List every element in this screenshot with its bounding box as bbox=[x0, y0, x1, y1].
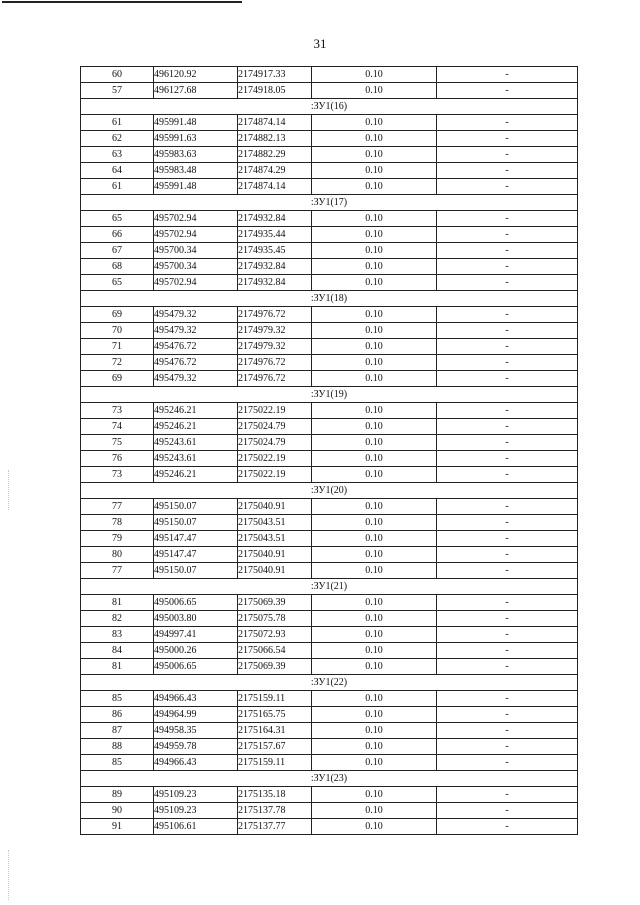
table-row bbox=[81, 307, 578, 323]
point-number-cell: 61 bbox=[81, 115, 154, 131]
y-coordinate-cell: 2175040.91 bbox=[238, 547, 312, 563]
note-cell: - bbox=[437, 243, 578, 259]
note-cell: - bbox=[437, 643, 578, 659]
accuracy-cell: 0.10 bbox=[312, 259, 437, 275]
accuracy-cell: 0.10 bbox=[312, 755, 437, 771]
accuracy-cell: 0.10 bbox=[312, 515, 437, 531]
point-number-cell: 82 bbox=[81, 611, 154, 627]
y-coordinate-cell: 2174932.84 bbox=[238, 211, 312, 227]
table-row bbox=[81, 739, 578, 755]
table-row bbox=[81, 819, 578, 835]
accuracy-cell: 0.10 bbox=[312, 739, 437, 755]
x-coordinate-cell: 495003.80 bbox=[154, 611, 238, 627]
x-coordinate-cell: 494966.43 bbox=[154, 755, 238, 771]
section-header-row bbox=[81, 195, 578, 211]
accuracy-cell: 0.10 bbox=[312, 419, 437, 435]
coordinates-table bbox=[80, 66, 578, 835]
y-coordinate-cell: 2175159.11 bbox=[238, 755, 312, 771]
table-row bbox=[81, 147, 578, 163]
x-coordinate-cell: 495243.61 bbox=[154, 435, 238, 451]
y-coordinate-cell: 2175043.51 bbox=[238, 531, 312, 547]
accuracy-cell: 0.10 bbox=[312, 83, 437, 99]
note-cell: - bbox=[437, 147, 578, 163]
section-label: :ЗУ1(17) bbox=[81, 195, 578, 211]
y-coordinate-cell: 2175069.39 bbox=[238, 595, 312, 611]
table-row bbox=[81, 563, 578, 579]
accuracy-cell: 0.10 bbox=[312, 163, 437, 179]
accuracy-cell: 0.10 bbox=[312, 147, 437, 163]
x-coordinate-cell: 495106.61 bbox=[154, 819, 238, 835]
table-row bbox=[81, 179, 578, 195]
point-number-cell: 72 bbox=[81, 355, 154, 371]
accuracy-cell: 0.10 bbox=[312, 595, 437, 611]
y-coordinate-cell: 2174976.72 bbox=[238, 355, 312, 371]
accuracy-cell: 0.10 bbox=[312, 531, 437, 547]
table-row bbox=[81, 67, 578, 83]
accuracy-cell: 0.10 bbox=[312, 787, 437, 803]
table-row bbox=[81, 547, 578, 563]
x-coordinate-cell: 495000.26 bbox=[154, 643, 238, 659]
x-coordinate-cell: 494959.78 bbox=[154, 739, 238, 755]
point-number-cell: 81 bbox=[81, 659, 154, 675]
section-header-row bbox=[81, 387, 578, 403]
y-coordinate-cell: 2174979.32 bbox=[238, 323, 312, 339]
accuracy-cell: 0.10 bbox=[312, 723, 437, 739]
table-row bbox=[81, 403, 578, 419]
y-coordinate-cell: 2174979.32 bbox=[238, 339, 312, 355]
point-number-cell: 61 bbox=[81, 179, 154, 195]
table-row bbox=[81, 163, 578, 179]
x-coordinate-cell: 495479.32 bbox=[154, 307, 238, 323]
accuracy-cell: 0.10 bbox=[312, 499, 437, 515]
x-coordinate-cell: 495479.32 bbox=[154, 371, 238, 387]
table-row bbox=[81, 627, 578, 643]
accuracy-cell: 0.10 bbox=[312, 115, 437, 131]
y-coordinate-cell: 2175164.31 bbox=[238, 723, 312, 739]
accuracy-cell: 0.10 bbox=[312, 131, 437, 147]
note-cell: - bbox=[437, 355, 578, 371]
y-coordinate-cell: 2174976.72 bbox=[238, 371, 312, 387]
accuracy-cell: 0.10 bbox=[312, 467, 437, 483]
accuracy-cell: 0.10 bbox=[312, 67, 437, 83]
x-coordinate-cell: 495702.94 bbox=[154, 211, 238, 227]
point-number-cell: 70 bbox=[81, 323, 154, 339]
point-number-cell: 85 bbox=[81, 755, 154, 771]
table-row bbox=[81, 723, 578, 739]
accuracy-cell: 0.10 bbox=[312, 707, 437, 723]
y-coordinate-cell: 2174932.84 bbox=[238, 259, 312, 275]
accuracy-cell: 0.10 bbox=[312, 627, 437, 643]
y-coordinate-cell: 2175024.79 bbox=[238, 419, 312, 435]
table-row bbox=[81, 339, 578, 355]
accuracy-cell: 0.10 bbox=[312, 275, 437, 291]
point-number-cell: 86 bbox=[81, 707, 154, 723]
point-number-cell: 63 bbox=[81, 147, 154, 163]
table-row bbox=[81, 435, 578, 451]
y-coordinate-cell: 2174976.72 bbox=[238, 307, 312, 323]
accuracy-cell: 0.10 bbox=[312, 355, 437, 371]
x-coordinate-cell: 495991.48 bbox=[154, 115, 238, 131]
point-number-cell: 69 bbox=[81, 307, 154, 323]
note-cell: - bbox=[437, 627, 578, 643]
x-coordinate-cell: 494964.99 bbox=[154, 707, 238, 723]
y-coordinate-cell: 2175135.18 bbox=[238, 787, 312, 803]
point-number-cell: 73 bbox=[81, 403, 154, 419]
x-coordinate-cell: 495150.07 bbox=[154, 515, 238, 531]
point-number-cell: 62 bbox=[81, 131, 154, 147]
y-coordinate-cell: 2175040.91 bbox=[238, 499, 312, 515]
x-coordinate-cell: 495150.07 bbox=[154, 499, 238, 515]
section-label: :ЗУ1(18) bbox=[81, 291, 578, 307]
table-row bbox=[81, 259, 578, 275]
point-number-cell: 67 bbox=[81, 243, 154, 259]
point-number-cell: 84 bbox=[81, 643, 154, 659]
point-number-cell: 65 bbox=[81, 211, 154, 227]
x-coordinate-cell: 495700.34 bbox=[154, 259, 238, 275]
note-cell: - bbox=[437, 595, 578, 611]
x-coordinate-cell: 495243.61 bbox=[154, 451, 238, 467]
point-number-cell: 79 bbox=[81, 531, 154, 547]
table-row bbox=[81, 227, 578, 243]
table-row bbox=[81, 211, 578, 227]
note-cell: - bbox=[437, 323, 578, 339]
table-row bbox=[81, 419, 578, 435]
table-row bbox=[81, 467, 578, 483]
table-row bbox=[81, 595, 578, 611]
y-coordinate-cell: 2174874.14 bbox=[238, 115, 312, 131]
accuracy-cell: 0.10 bbox=[312, 691, 437, 707]
y-coordinate-cell: 2175043.51 bbox=[238, 515, 312, 531]
accuracy-cell: 0.10 bbox=[312, 371, 437, 387]
y-coordinate-cell: 2175022.19 bbox=[238, 467, 312, 483]
x-coordinate-cell: 495109.23 bbox=[154, 787, 238, 803]
point-number-cell: 91 bbox=[81, 819, 154, 835]
y-coordinate-cell: 2175069.39 bbox=[238, 659, 312, 675]
note-cell: - bbox=[437, 611, 578, 627]
accuracy-cell: 0.10 bbox=[312, 451, 437, 467]
table-row bbox=[81, 643, 578, 659]
note-cell: - bbox=[437, 163, 578, 179]
y-coordinate-cell: 2174935.44 bbox=[238, 227, 312, 243]
y-coordinate-cell: 2174935.45 bbox=[238, 243, 312, 259]
scan-artifact bbox=[8, 470, 11, 510]
y-coordinate-cell: 2174917.33 bbox=[238, 67, 312, 83]
y-coordinate-cell: 2175157.67 bbox=[238, 739, 312, 755]
section-label: :ЗУ1(19) bbox=[81, 387, 578, 403]
note-cell: - bbox=[437, 211, 578, 227]
page-number: 31 bbox=[313, 36, 327, 51]
accuracy-cell: 0.10 bbox=[312, 211, 437, 227]
x-coordinate-cell: 495147.47 bbox=[154, 531, 238, 547]
table-row bbox=[81, 323, 578, 339]
table-row bbox=[81, 115, 578, 131]
y-coordinate-cell: 2175066.54 bbox=[238, 643, 312, 659]
point-number-cell: 89 bbox=[81, 787, 154, 803]
note-cell: - bbox=[437, 227, 578, 243]
y-coordinate-cell: 2175075.78 bbox=[238, 611, 312, 627]
point-number-cell: 69 bbox=[81, 371, 154, 387]
point-number-cell: 57 bbox=[81, 83, 154, 99]
point-number-cell: 90 bbox=[81, 803, 154, 819]
note-cell: - bbox=[437, 83, 578, 99]
accuracy-cell: 0.10 bbox=[312, 435, 437, 451]
x-coordinate-cell: 494958.35 bbox=[154, 723, 238, 739]
point-number-cell: 71 bbox=[81, 339, 154, 355]
x-coordinate-cell: 494966.43 bbox=[154, 691, 238, 707]
x-coordinate-cell: 495983.63 bbox=[154, 147, 238, 163]
accuracy-cell: 0.10 bbox=[312, 339, 437, 355]
note-cell: - bbox=[437, 691, 578, 707]
note-cell: - bbox=[437, 659, 578, 675]
top-rule bbox=[2, 1, 242, 3]
section-header-row bbox=[81, 483, 578, 499]
point-number-cell: 60 bbox=[81, 67, 154, 83]
section-label: :ЗУ1(23) bbox=[81, 771, 578, 787]
point-number-cell: 87 bbox=[81, 723, 154, 739]
section-label: :ЗУ1(20) bbox=[81, 483, 578, 499]
y-coordinate-cell: 2175137.78 bbox=[238, 803, 312, 819]
point-number-cell: 83 bbox=[81, 627, 154, 643]
point-number-cell: 81 bbox=[81, 595, 154, 611]
section-label: :ЗУ1(21) bbox=[81, 579, 578, 595]
point-number-cell: 80 bbox=[81, 547, 154, 563]
table-row bbox=[81, 275, 578, 291]
note-cell: - bbox=[437, 803, 578, 819]
accuracy-cell: 0.10 bbox=[312, 403, 437, 419]
table-row bbox=[81, 803, 578, 819]
x-coordinate-cell: 495006.65 bbox=[154, 659, 238, 675]
table-row bbox=[81, 659, 578, 675]
note-cell: - bbox=[437, 707, 578, 723]
table-row bbox=[81, 707, 578, 723]
note-cell: - bbox=[437, 179, 578, 195]
x-coordinate-cell: 495246.21 bbox=[154, 403, 238, 419]
note-cell: - bbox=[437, 131, 578, 147]
table-row bbox=[81, 787, 578, 803]
x-coordinate-cell: 495479.32 bbox=[154, 323, 238, 339]
note-cell: - bbox=[437, 435, 578, 451]
table-row bbox=[81, 371, 578, 387]
note-cell: - bbox=[437, 115, 578, 131]
y-coordinate-cell: 2175137.77 bbox=[238, 819, 312, 835]
accuracy-cell: 0.10 bbox=[312, 659, 437, 675]
note-cell: - bbox=[437, 787, 578, 803]
accuracy-cell: 0.10 bbox=[312, 563, 437, 579]
note-cell: - bbox=[437, 531, 578, 547]
y-coordinate-cell: 2174874.29 bbox=[238, 163, 312, 179]
accuracy-cell: 0.10 bbox=[312, 547, 437, 563]
x-coordinate-cell: 496120.92 bbox=[154, 67, 238, 83]
table-row bbox=[81, 355, 578, 371]
x-coordinate-cell: 495702.94 bbox=[154, 275, 238, 291]
y-coordinate-cell: 2174882.13 bbox=[238, 131, 312, 147]
table-row bbox=[81, 515, 578, 531]
table-row bbox=[81, 451, 578, 467]
note-cell: - bbox=[437, 275, 578, 291]
section-header-row bbox=[81, 579, 578, 595]
accuracy-cell: 0.10 bbox=[312, 819, 437, 835]
point-number-cell: 73 bbox=[81, 467, 154, 483]
note-cell: - bbox=[437, 547, 578, 563]
note-cell: - bbox=[437, 739, 578, 755]
point-number-cell: 78 bbox=[81, 515, 154, 531]
x-coordinate-cell: 495983.48 bbox=[154, 163, 238, 179]
scan-artifact bbox=[8, 850, 11, 900]
table-row bbox=[81, 131, 578, 147]
point-number-cell: 88 bbox=[81, 739, 154, 755]
note-cell: - bbox=[437, 563, 578, 579]
accuracy-cell: 0.10 bbox=[312, 803, 437, 819]
point-number-cell: 85 bbox=[81, 691, 154, 707]
point-number-cell: 65 bbox=[81, 275, 154, 291]
y-coordinate-cell: 2174874.14 bbox=[238, 179, 312, 195]
note-cell: - bbox=[437, 403, 578, 419]
y-coordinate-cell: 2175022.19 bbox=[238, 403, 312, 419]
point-number-cell: 77 bbox=[81, 499, 154, 515]
x-coordinate-cell: 495476.72 bbox=[154, 339, 238, 355]
accuracy-cell: 0.10 bbox=[312, 323, 437, 339]
x-coordinate-cell: 495006.65 bbox=[154, 595, 238, 611]
table-row bbox=[81, 611, 578, 627]
table-row bbox=[81, 83, 578, 99]
point-number-cell: 77 bbox=[81, 563, 154, 579]
x-coordinate-cell: 495147.47 bbox=[154, 547, 238, 563]
x-coordinate-cell: 495991.48 bbox=[154, 179, 238, 195]
note-cell: - bbox=[437, 819, 578, 835]
table-row bbox=[81, 531, 578, 547]
x-coordinate-cell: 495109.23 bbox=[154, 803, 238, 819]
accuracy-cell: 0.10 bbox=[312, 243, 437, 259]
x-coordinate-cell: 495991.63 bbox=[154, 131, 238, 147]
x-coordinate-cell: 495702.94 bbox=[154, 227, 238, 243]
point-number-cell: 66 bbox=[81, 227, 154, 243]
x-coordinate-cell: 494997.41 bbox=[154, 627, 238, 643]
x-coordinate-cell: 495476.72 bbox=[154, 355, 238, 371]
note-cell: - bbox=[437, 515, 578, 531]
accuracy-cell: 0.10 bbox=[312, 611, 437, 627]
note-cell: - bbox=[437, 307, 578, 323]
section-header-row bbox=[81, 99, 578, 115]
accuracy-cell: 0.10 bbox=[312, 643, 437, 659]
point-number-cell: 74 bbox=[81, 419, 154, 435]
section-header-row bbox=[81, 771, 578, 787]
point-number-cell: 64 bbox=[81, 163, 154, 179]
point-number-cell: 76 bbox=[81, 451, 154, 467]
note-cell: - bbox=[437, 451, 578, 467]
table-row bbox=[81, 755, 578, 771]
accuracy-cell: 0.10 bbox=[312, 307, 437, 323]
section-header-row bbox=[81, 675, 578, 691]
y-coordinate-cell: 2174932.84 bbox=[238, 275, 312, 291]
y-coordinate-cell: 2175022.19 bbox=[238, 451, 312, 467]
section-label: :ЗУ1(16) bbox=[81, 99, 578, 115]
x-coordinate-cell: 495246.21 bbox=[154, 419, 238, 435]
accuracy-cell: 0.10 bbox=[312, 179, 437, 195]
table-row bbox=[81, 243, 578, 259]
note-cell: - bbox=[437, 67, 578, 83]
accuracy-cell: 0.10 bbox=[312, 227, 437, 243]
y-coordinate-cell: 2175165.75 bbox=[238, 707, 312, 723]
point-number-cell: 68 bbox=[81, 259, 154, 275]
section-header-row bbox=[81, 291, 578, 307]
x-coordinate-cell: 495700.34 bbox=[154, 243, 238, 259]
note-cell: - bbox=[437, 467, 578, 483]
table-row bbox=[81, 499, 578, 515]
table-row bbox=[81, 691, 578, 707]
section-label: :ЗУ1(22) bbox=[81, 675, 578, 691]
point-number-cell: 75 bbox=[81, 435, 154, 451]
y-coordinate-cell: 2175024.79 bbox=[238, 435, 312, 451]
y-coordinate-cell: 2175159.11 bbox=[238, 691, 312, 707]
note-cell: - bbox=[437, 371, 578, 387]
note-cell: - bbox=[437, 755, 578, 771]
note-cell: - bbox=[437, 499, 578, 515]
note-cell: - bbox=[437, 419, 578, 435]
note-cell: - bbox=[437, 339, 578, 355]
y-coordinate-cell: 2174882.29 bbox=[238, 147, 312, 163]
note-cell: - bbox=[437, 259, 578, 275]
x-coordinate-cell: 496127.68 bbox=[154, 83, 238, 99]
x-coordinate-cell: 495246.21 bbox=[154, 467, 238, 483]
y-coordinate-cell: 2175072.93 bbox=[238, 627, 312, 643]
note-cell: - bbox=[437, 723, 578, 739]
y-coordinate-cell: 2174918.05 bbox=[238, 83, 312, 99]
x-coordinate-cell: 495150.07 bbox=[154, 563, 238, 579]
y-coordinate-cell: 2175040.91 bbox=[238, 563, 312, 579]
